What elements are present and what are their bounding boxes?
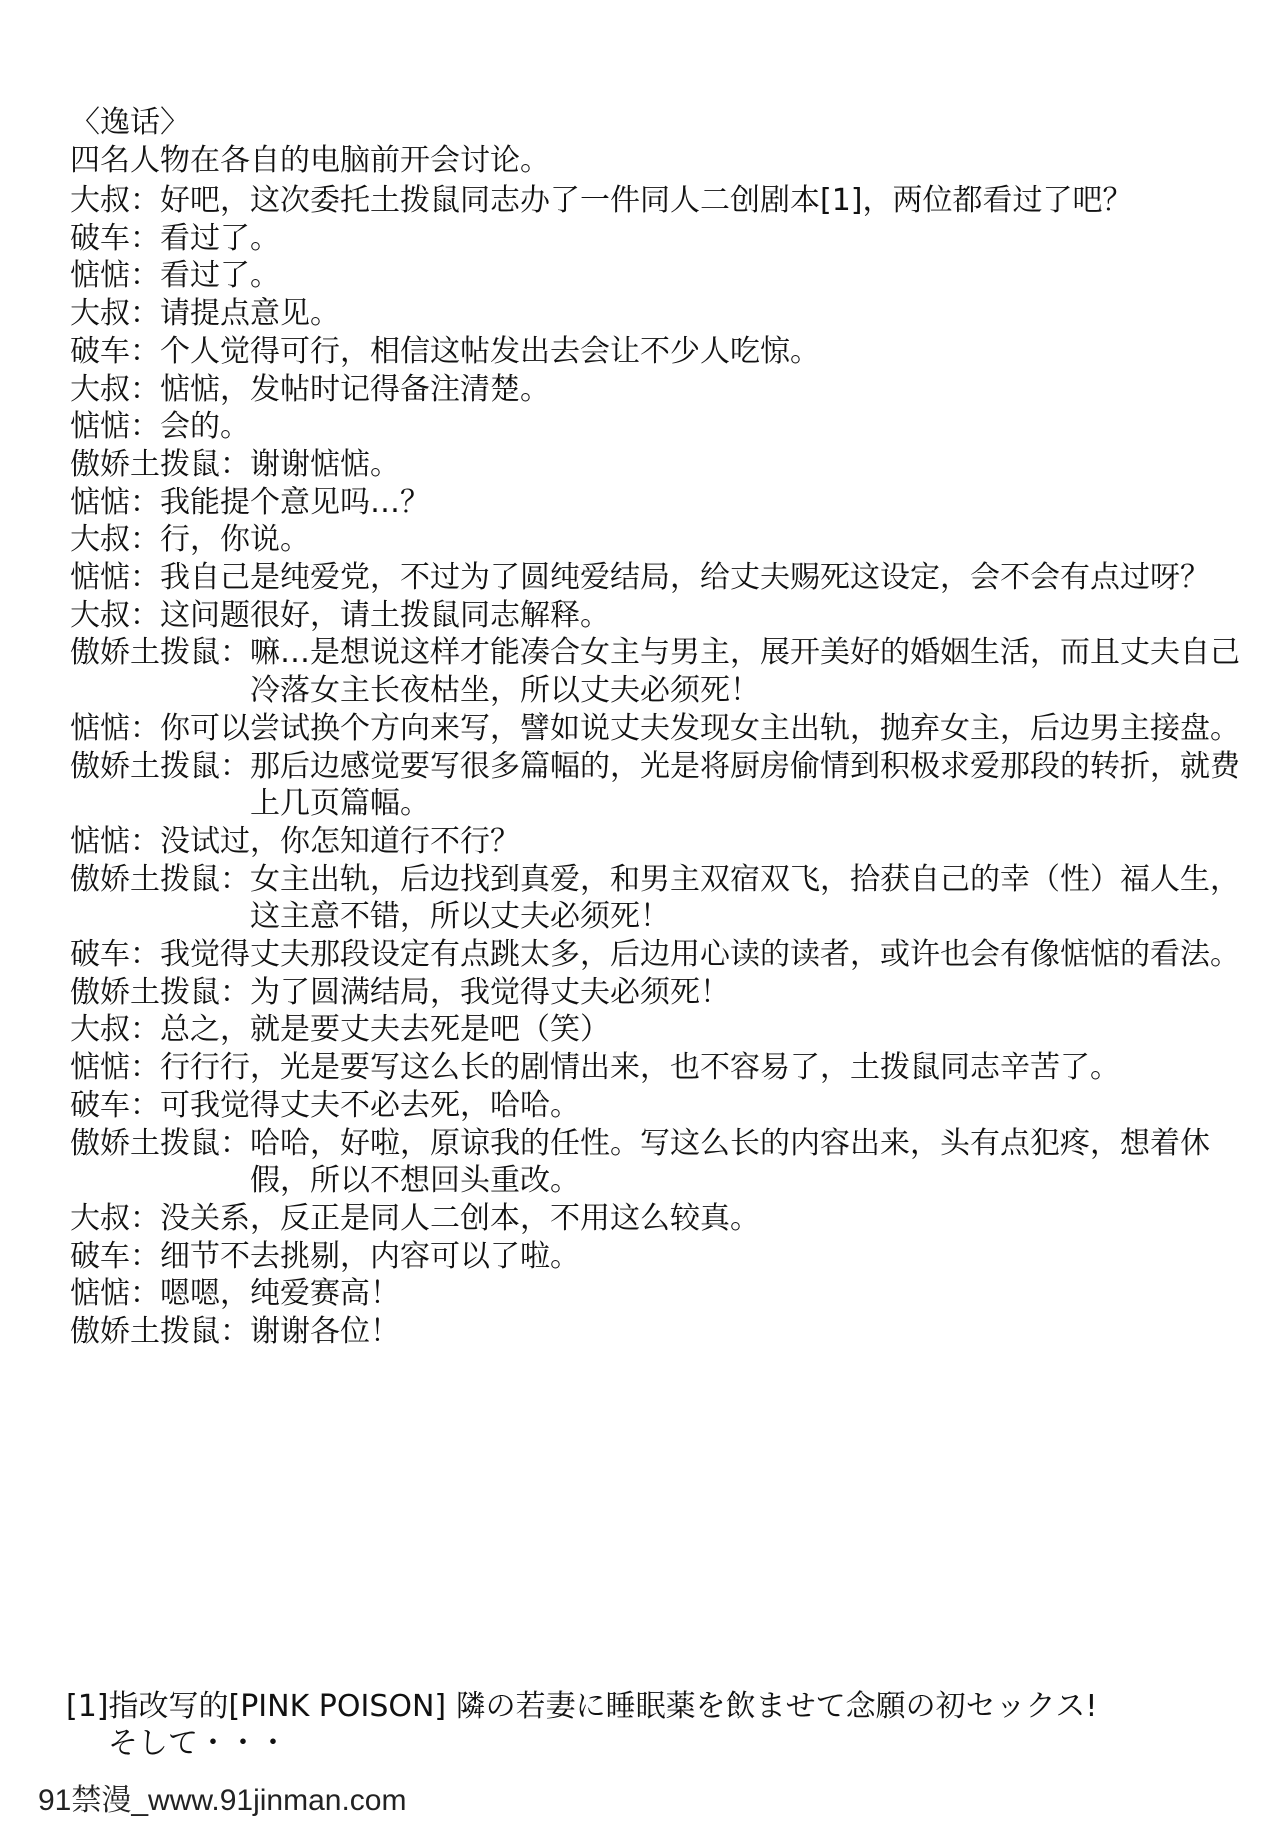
dialogue-line xyxy=(70,295,1245,333)
speaker-name: 破车： xyxy=(70,333,160,369)
speaker-name: 惦惦： xyxy=(70,1050,160,1086)
dialogue-line xyxy=(70,559,1245,597)
dialogue-line xyxy=(70,1275,1245,1313)
speech-text: 惦惦，发帖时记得备注清楚。 xyxy=(160,371,550,407)
speaker-name: 傲娇土拨鼠： xyxy=(70,1125,250,1161)
speech-text: 嘛…是想说这样才能凑合女主与男主，展开美好的婚姻生活，而且丈夫自己冷落女主长夜枯坐，所以丈夫必须死！ xyxy=(250,635,1240,709)
speaker-name: 破车： xyxy=(70,937,160,973)
dialogue-line xyxy=(70,634,1245,709)
dialogue-line xyxy=(70,710,1245,748)
footnote-line: [1]指改写的[PINK POISON] 隣の若妻に睡眠薬を飲ませて念願の初セックス! xyxy=(66,1689,1098,1724)
dialogue-line xyxy=(70,1011,1245,1049)
speaker-name: 大叔： xyxy=(70,1200,160,1236)
dialogue-line xyxy=(70,974,1245,1012)
speech-text: 那后边感觉要写很多篇幅的，光是将厨房偷情到积极求爱那段的转折，就费上几页篇幅。 xyxy=(250,748,1240,822)
speech-text: 行，你说。 xyxy=(160,522,310,558)
footnote xyxy=(66,1688,1236,1762)
speaker-name: 傲娇土拨鼠： xyxy=(70,748,250,784)
speech-text: 女主出轨，后边找到真爱，和男主双宿双飞，拾获自己的幸（性）福人生，这主意不错，所以丈夫必须死！ xyxy=(250,861,1240,935)
speaker-name: 惦惦： xyxy=(70,710,160,746)
speaker-name: 破车： xyxy=(70,1087,160,1123)
dialogue-line xyxy=(70,1238,1245,1276)
speech-text: 嗯嗯，纯爱赛高！ xyxy=(160,1276,400,1312)
speaker-name: 惦惦： xyxy=(70,560,160,596)
speech-text: 为了圆满结局，我觉得丈夫必须死！ xyxy=(250,974,730,1010)
speaker-name: 傲娇土拨鼠： xyxy=(70,974,250,1010)
speech-text: 可我觉得丈夫不必去死，哈哈。 xyxy=(160,1087,580,1123)
speaker-name: 大叔： xyxy=(70,522,160,558)
watermark: 91禁漫_www.91jinman.com xyxy=(34,1782,412,1822)
speech-text: 会的。 xyxy=(160,409,250,445)
speaker-name: 破车： xyxy=(70,220,160,256)
section-heading: 〈逸话〉 xyxy=(70,105,190,140)
speaker-name: 破车： xyxy=(70,1238,160,1274)
speaker-name: 惦惦： xyxy=(70,1276,160,1312)
intro-paragraph: 四名人物在各自的电脑前开会讨论。 xyxy=(70,143,550,178)
dialogue-line xyxy=(70,823,1245,861)
dialogue-line xyxy=(70,1125,1245,1200)
speech-text: 看过了。 xyxy=(160,220,280,256)
speech-text: 这问题很好，请土拨鼠同志解释。 xyxy=(160,597,610,633)
speech-text: 细节不去挑剔，内容可以了啦。 xyxy=(160,1238,580,1274)
footnote-continuation: そして・・・ xyxy=(108,1726,288,1761)
speech-text: 总之，就是要丈夫去死是吧（笑） xyxy=(160,1012,610,1048)
speech-text: 好吧，这次委托土拨鼠同志办了一件同人二创剧本[1]，两位都看过了吧？ xyxy=(160,183,1133,218)
speaker-name: 惦惦： xyxy=(70,823,160,859)
speaker-name: 大叔： xyxy=(70,183,160,218)
dialogue-line xyxy=(70,446,1245,484)
speech-text: 我觉得丈夫那段设定有点跳太多，后边用心读的读者，或许也会有像惦惦的看法。 xyxy=(160,937,1240,973)
speaker-name: 大叔： xyxy=(70,1012,160,1048)
dialogue-line xyxy=(70,1313,1245,1351)
speaker-name: 傲娇土拨鼠： xyxy=(70,635,250,671)
dialogue-line xyxy=(70,936,1245,974)
dialogue-line xyxy=(70,748,1245,823)
speaker-name: 惦惦： xyxy=(70,484,160,520)
speech-text: 谢谢各位！ xyxy=(250,1314,400,1350)
dialogue-line xyxy=(70,220,1245,258)
dialogue-line xyxy=(70,257,1245,295)
dialogue-line xyxy=(70,1049,1245,1087)
speech-text: 个人觉得可行，相信这帖发出去会让不少人吃惊。 xyxy=(160,333,820,369)
speaker-name: 惦惦： xyxy=(70,258,160,294)
speech-text: 没关系，反正是同人二创本，不用这么较真。 xyxy=(160,1200,760,1236)
speech-text: 我能提个意见吗…？ xyxy=(160,484,430,520)
speech-text: 谢谢惦惦。 xyxy=(250,446,400,482)
dialogue-line xyxy=(70,408,1245,446)
speaker-name: 傲娇土拨鼠： xyxy=(70,861,250,897)
speaker-name: 惦惦： xyxy=(70,409,160,445)
speech-text: 请提点意见。 xyxy=(160,296,340,332)
speech-text: 行行行，光是要写这么长的剧情出来，也不容易了，土拨鼠同志辛苦了。 xyxy=(160,1050,1120,1086)
dialogue-line xyxy=(70,182,1245,220)
dialogue-line xyxy=(70,1087,1245,1125)
speech-text: 没试过，你怎知道行不行？ xyxy=(160,823,520,859)
dialogue-line xyxy=(70,597,1245,635)
speech-text: 看过了。 xyxy=(160,258,280,294)
dialogue-line xyxy=(70,333,1245,371)
dialogue-line xyxy=(70,521,1245,559)
dialogue-line xyxy=(70,371,1245,409)
speaker-name: 大叔： xyxy=(70,371,160,407)
speaker-name: 大叔： xyxy=(70,597,160,633)
dialogue-line xyxy=(70,484,1245,522)
dialogue-line xyxy=(70,1200,1245,1238)
speaker-name: 大叔： xyxy=(70,296,160,332)
dialogue-list xyxy=(70,182,1245,1351)
speech-text: 哈哈，好啦，原谅我的任性。写这么长的内容出来，头有点犯疼，想着休假，所以不想回头重改。 xyxy=(250,1125,1210,1199)
speaker-name: 傲娇土拨鼠： xyxy=(70,446,250,482)
speaker-name: 傲娇土拨鼠： xyxy=(70,1314,250,1350)
dialogue-line xyxy=(70,861,1245,936)
speech-text: 我自己是纯爱党，不过为了圆纯爱结局，给丈夫赐死这设定，会不会有点过呀？ xyxy=(160,560,1210,596)
speech-text: 你可以尝试换个方向来写，譬如说丈夫发现女主出轨，抛弃女主，后边男主接盘。 xyxy=(160,710,1240,746)
